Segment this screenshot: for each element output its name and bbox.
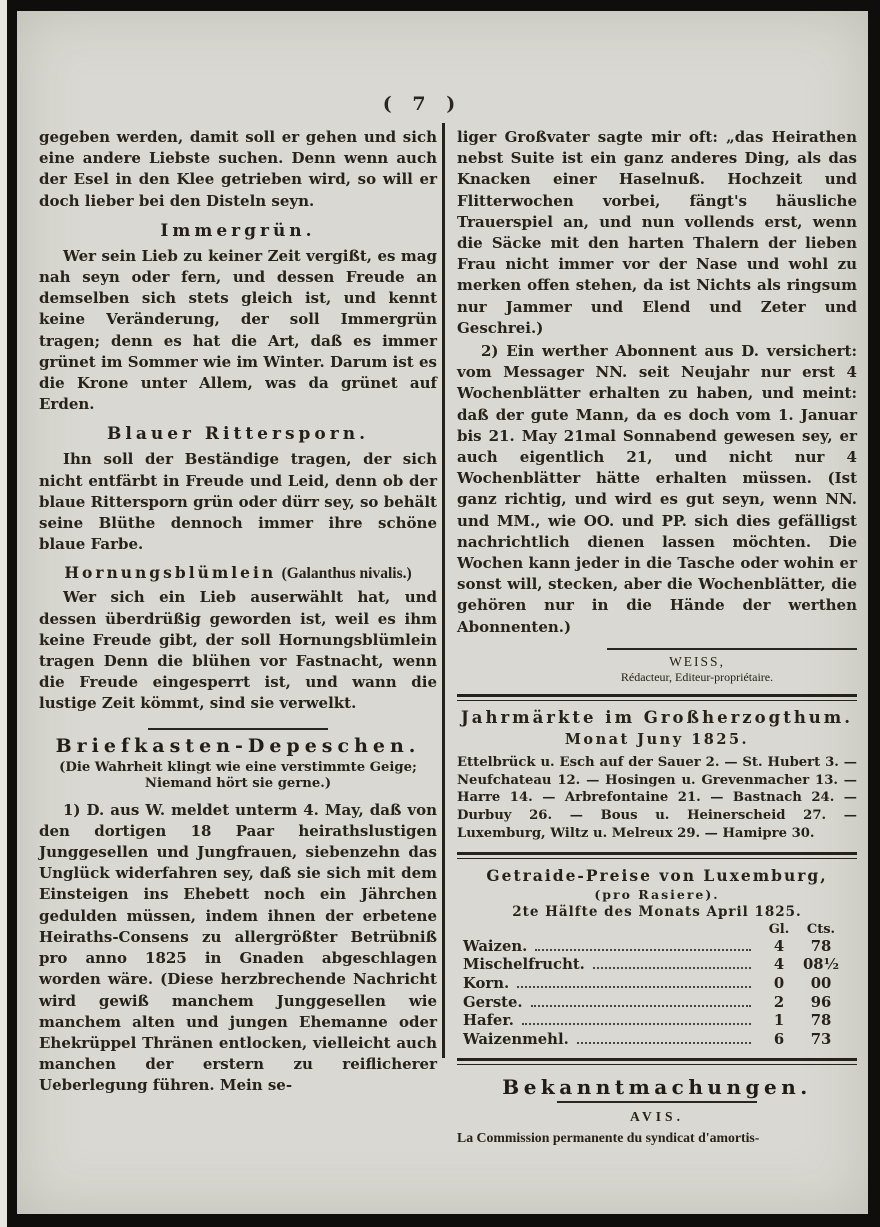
heading-immergruen: Immergrün. [160,220,316,241]
price-gl: 6 [773,1030,785,1048]
price-table [463,922,843,1050]
bekanntmachungen-underline [557,1101,757,1103]
double-rule-3 [457,1058,857,1065]
dot-leader [531,1005,751,1007]
editor-name: WEISS, [669,653,725,669]
subheading-period: 2te Hälfte des Monats April 1825. [512,903,802,920]
commodity-name: Korn. [463,975,510,993]
price-cts: 78 [810,937,832,955]
paragraph-depesche-2: 2) Ein werther Abonnent aus D. versichert: vom Messager NN. seit Neujahr nur erst 4 Wochenblätter erhalten zu haben, und meint: daß der gute Mann, da es doch vom 1. Januar bis 21. May 21mal Sonnabend gewesen sey, er auch eigentlich 21, und nicht nur 4 Wochenblätter hätte erhalten müssen. (Ist ganz richtig, und wird es gut seyn, wenn NN. und MM., wie OO. und PP. sich dies gefälligst nachrichtlich dienen lassen möchten. Die Wochen kann jeder in die Tasche oder wohin er sonst will, stecken, aber die Wochenblätter, die gehören nur in die Hände der werthen Abonnenten.) [457,342,857,636]
heading-briefkasten: Briefkasten-Depeschen. [55,734,421,757]
editor-title: Rédacteur, Editeur-propriétaire. [620,669,774,684]
heading-avis: AVIS. [630,1109,684,1125]
price-gl: 4 [773,956,785,974]
paragraph-hornungsbluemlein: Wer sich ein Lieb auserwählt hat, und dessen überdrüßig geworden ist, weil es ihm keine Freude gibt, der soll Hornungsblümlein tragen Denn die blühen vor Fastnacht, wenn die Freude eingesperrt ist, und wann die lustige Zeit kömmt, sind sie verwelkt. [39,588,437,713]
dot-leader [577,1042,751,1044]
price-gl: 1 [773,1012,785,1030]
commodity-name: Hafer. [463,1012,514,1030]
commodity-name: Waizen. [463,937,528,955]
dot-leader [522,1023,751,1025]
paragraph-rittersporn: Ihn soll der Beständige tragen, der sich nicht entfärbt in Freude und Leid, denn ob der blaue Rittersporn grün oder dürr sey, so behält seine Blüthe dennoch immer ihre schöne blaue Farbe. [39,450,437,554]
price-cts: 00 [810,975,832,993]
price-gl: 2 [773,993,785,1011]
table-row [463,1031,843,1050]
heading-getraide-preise: Getraide-Preise von Luxemburg, [486,865,828,885]
table-row [463,938,843,957]
commodity-name: Gerste. [463,993,523,1011]
section-rule [148,728,328,730]
right-column [457,127,857,1147]
avis-body: La Commission permanente du syndicat d'amortis- [457,1130,760,1146]
column-header-gl: Gl. [768,921,790,937]
table-row [463,956,843,975]
paragraph-continuation: gegeben werden, damit soll er gehen und sich eine andere Liebste suchen. Denn wenn auch der Esel in den Klee getrieben wird, so will er doch lieber bei den Disteln seyn. [39,128,437,210]
double-rule-1 [457,694,857,701]
price-cts: 78 [810,1012,832,1030]
markets-list: Ettelbrück u. Esch auf der Sauer 2. — St. Hubert 3. — Neufchateau 12. — Hosingen u. Grevenmacher 13. — Harre 14. — Arbrefontaine 21. — Bastnach 24. — Durbuy 26. — Bous u. Heinerscheid 27. — Luxemburg, Wiltz u. Melreux 29. — Hamipre 30. [457,754,857,842]
table-row [463,994,843,1013]
table-row [463,1012,843,1031]
price-gl: 0 [773,975,785,993]
paragraph-continuation-right: liger Großvater sagte mir oft: „das Heirathen nebst Suite ist ein ganz anderes Ding, als das Knacken einer Haselnuß. Hochzeit und Flitterwochen vorbei, fängt's häusliche Trauerspiel an, und nun vollends erst, wenn die Säcke mit den harten Thalern der lieben Frau nicht immer vor der Nase und wohl zu merken offen stehen, da ist Nichts als ringsum nur Jammer und Elend und Zeter und Geschrei.) [457,128,857,337]
subheading-pro-rasiere: (pro Rasiere). [594,886,720,902]
paragraph-depesche-1: 1) D. aus W. meldet unterm 4. May, daß von den dortigen 18 Paar heirathslustigen Junggesellen und Jungfrauen, siebenzehn das Unglück widerfahren sey, daß sie sich mit dem Einsteigen ins Ehebett noch ein Jährchen gedulden müssen, indem ihnen der erbetene Heiraths-Consens zu allergrößter Betrübniß pro anno 1825 in Gnaden abgeschlagen worden wäre. (Diese herzbrechende Nachricht wird gewiß manchem Junggesellen wie manchem alten und jungen Ehemanne oder Ehekrüppel Thränen entlocken, vielleicht auch manchen der erstern zu reiflicherer Ueberlegung führen. Mein se- [39,800,437,1095]
commodity-name: Waizenmehl. [463,1030,569,1048]
dot-leader [517,986,751,988]
price-cts: 96 [810,993,832,1011]
subheading-monat: Monat Juny 1825. [564,730,750,748]
dot-leader [593,967,751,969]
price-table-header [463,922,843,938]
column-divider-rule [442,123,445,1058]
commodity-name: Mischelfrucht. [463,956,585,974]
paragraph-immergruen: Wer sein Lieb zu keiner Zeit vergißt, es mag nah seyn oder fern, und dessen Freude an demselben sich stets gleich ist, und kennt keine Veränderung, der soll Immergrün tragen; denn es hat die Art, daß es immer grünet im Sommer wie im Winter. Darum ist es die Krone unter Allem, was da grünet auf Erden. [39,246,437,414]
heading-rittersporn: Blauer Rittersporn. [107,424,369,445]
price-gl: 4 [773,937,785,955]
newspaper-page [17,11,868,1214]
page-number: ( 7 ) [382,93,463,115]
signature-rule [607,648,857,650]
heading-hornungsbluemlein [39,563,437,583]
scan-edge-sliver [0,0,7,1227]
price-cts: 73 [810,1030,832,1048]
table-row [463,975,843,994]
heading-hornungsbluemlein-latin: (Galanthus nivalis.) [281,565,412,583]
price-cts: 08½ [802,956,840,974]
briefkasten-motto: (Die Wahrheit klingt wie eine verstimmte Geige; Niemand hört sie gerne.) [59,759,417,792]
heading-hornungsbluemlein-fraktur: Hornungsblümlein [64,563,277,583]
left-column [39,127,437,1099]
heading-bekanntmachungen: Bekanntmachungen. [502,1075,812,1100]
column-header-cts: Cts. [806,921,836,937]
double-rule-2 [457,852,857,859]
heading-jahrmaerkte: Jahrmärkte im Großherzogthum. [460,707,854,727]
dot-leader [535,949,751,951]
